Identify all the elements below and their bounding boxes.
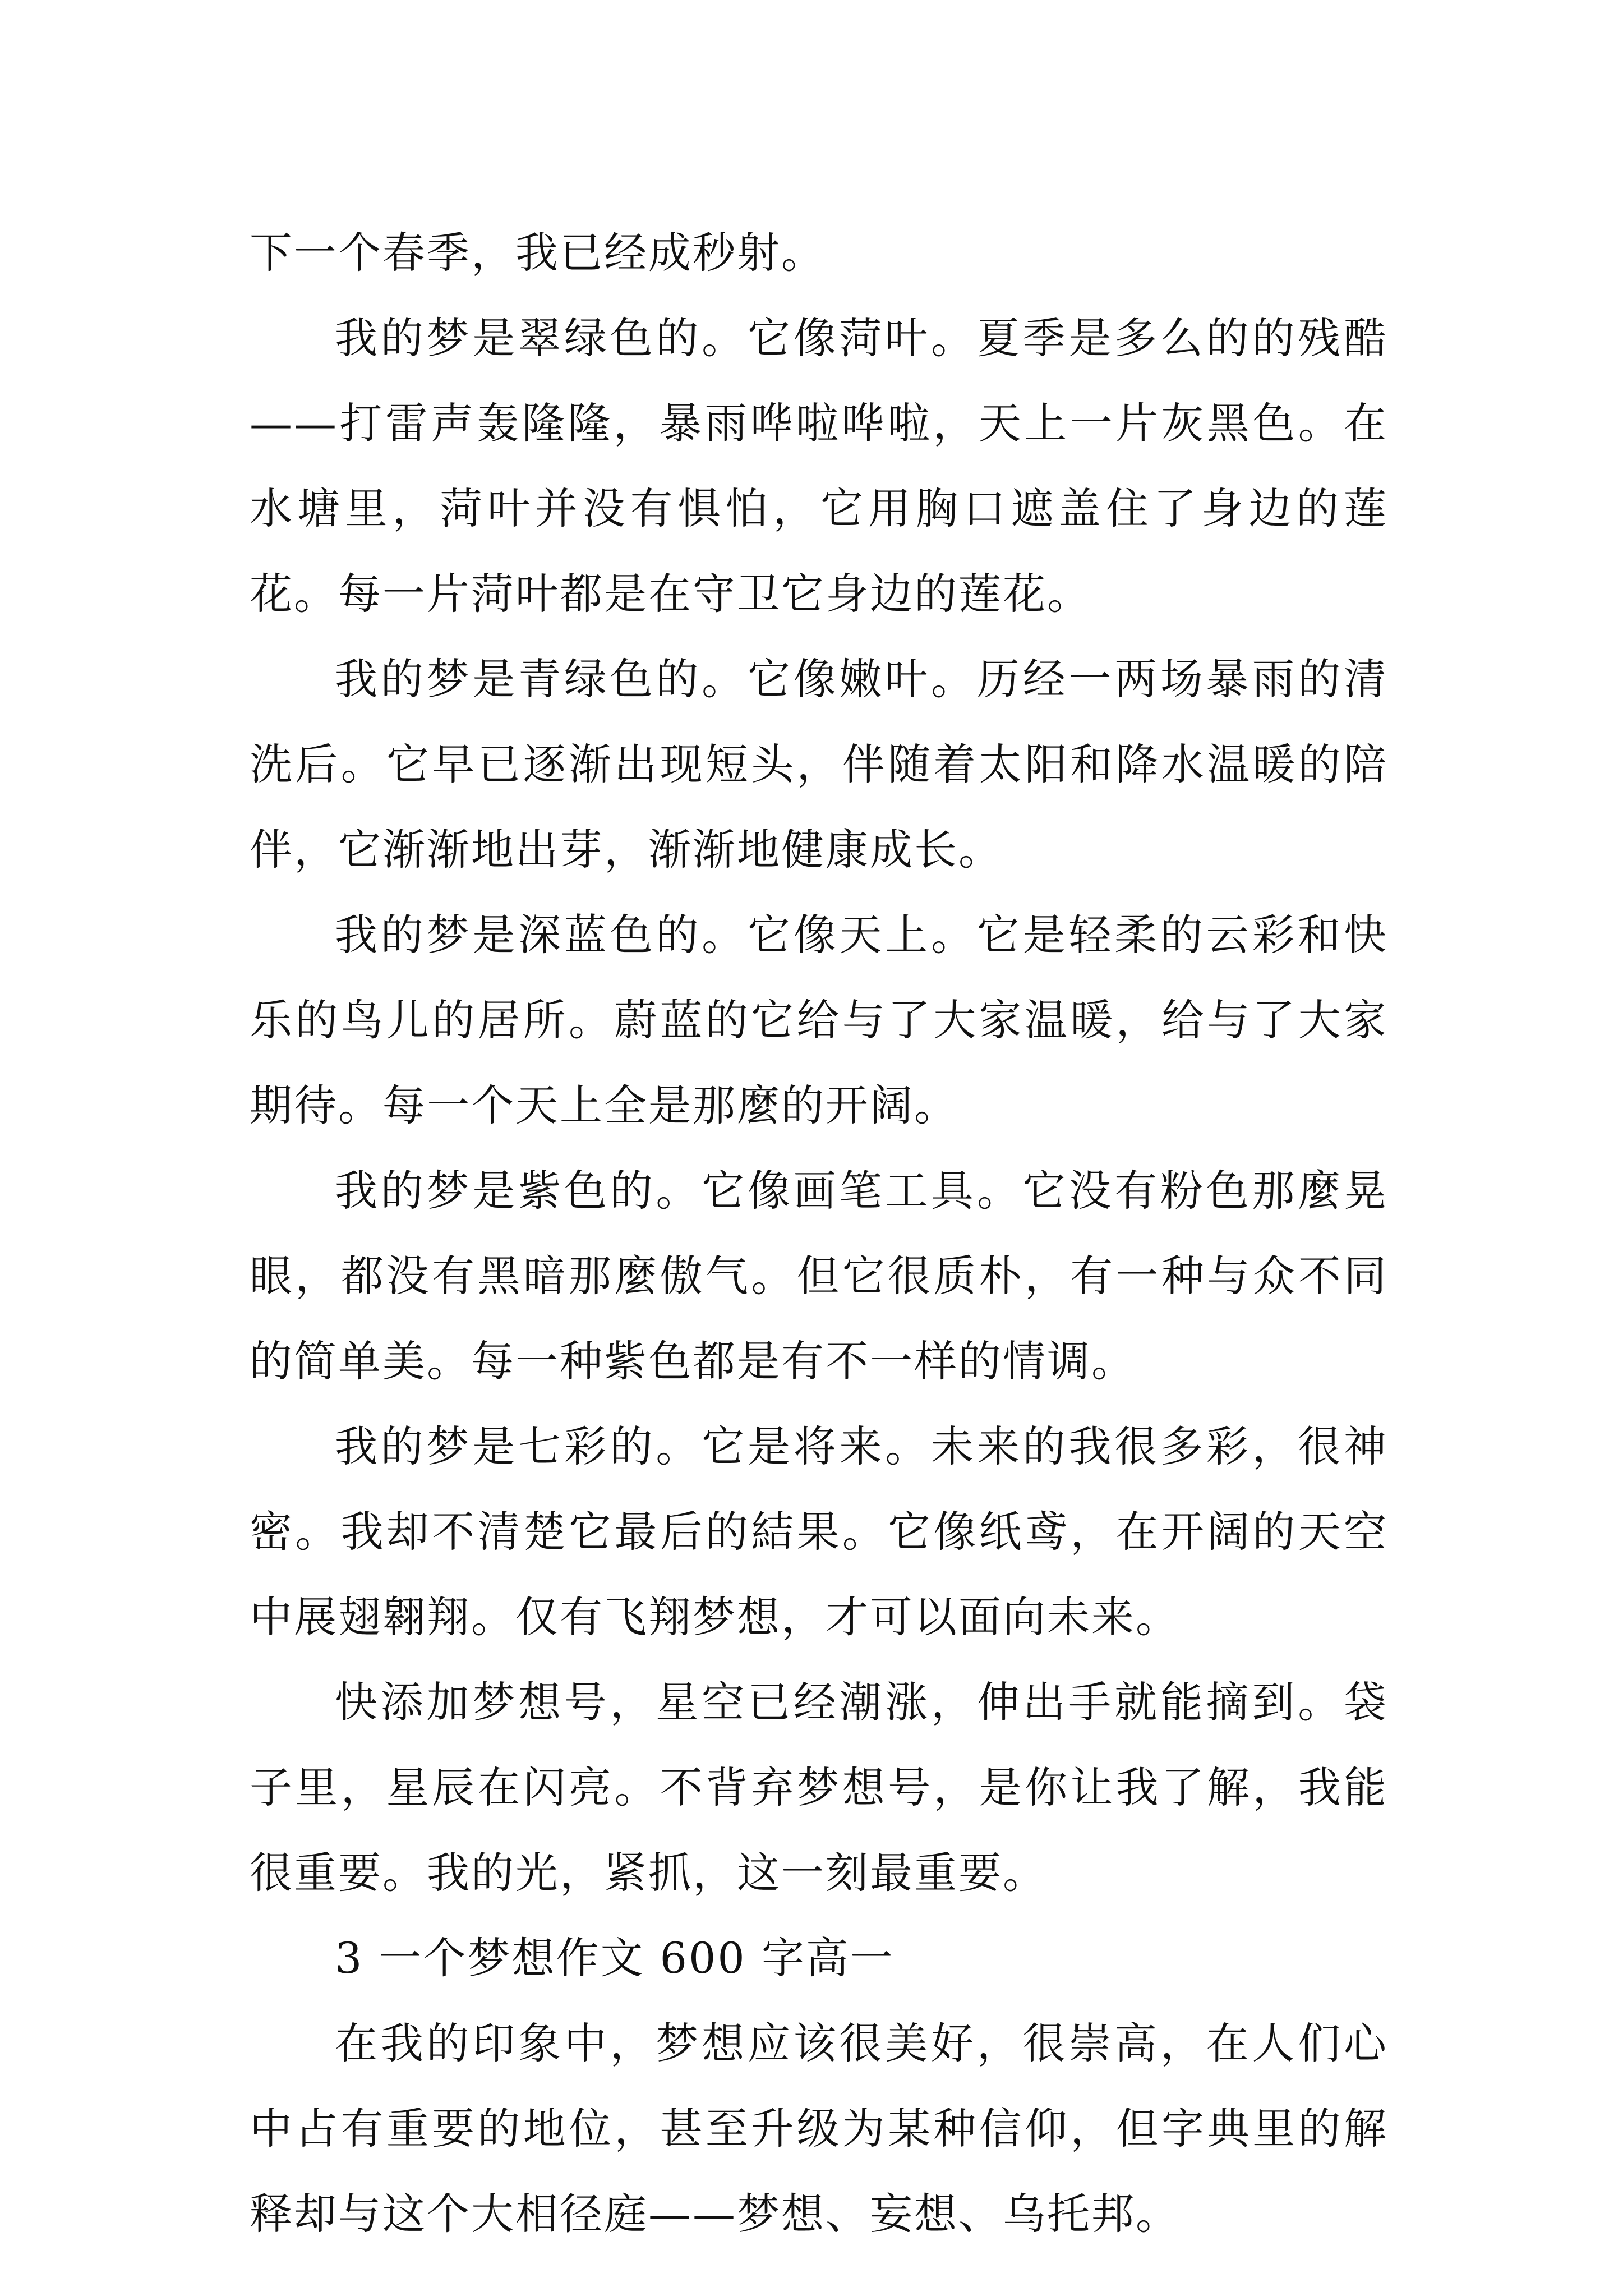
paragraph: 我的梦是深蓝色的。它像天上。它是轻柔的云彩和快乐的鸟儿的居所。蔚蓝的它给与了大家温暖，给与了大家期待。每一个天上全是那麼的开阔。 — [250, 910, 1388, 1130]
document-body — [250, 210, 1388, 2257]
paragraph: 在我的印象中，梦想应该很美好，很崇高，在人们心中占有重要的地位，甚至升级为某种信仰，但字典里的解释却与这个大相径庭——梦想、妄想、乌托邦。 — [250, 2018, 1388, 2239]
section-heading: 3 一个梦想作文 600 字高一 — [335, 1933, 895, 1983]
paragraph: 我的梦是七彩的。它是将来。未来的我很多彩，很神密。我却不清楚它最后的結果。它像纸鸢，在开阔的天空中展翅翱翔。仅有飞翔梦想，才可以面向未来。 — [250, 1421, 1388, 1642]
paragraph: 我的梦是青绿色的。它像嫩叶。历经一两场暴雨的清洗后。它早已逐渐出现短头，伴随着太阳和降水温暖的陪伴，它渐渐地出芽，渐渐地健康成长。 — [250, 654, 1388, 875]
paragraph: 我的梦是翠绿色的。它像菏叶。夏季是多么的的残酷——打雷声轰隆隆，暴雨哗啦哗啦，天上一片灰黑色。在水塘里，菏叶并没有惧怕，它用胸口遮盖住了身边的莲花。每一片菏叶都是在守卫它身边的莲花。 — [250, 313, 1388, 619]
paragraph: 快添加梦想号，星空已经潮涨，伸出手就能摘到。袋子里，星辰在闪亮。不背弃梦想号，是你让我了解，我能很重要。我的光，紧抓，这一刻最重要。 — [250, 1677, 1388, 1898]
paragraph: 下一个春季，我已经成秒射。 — [250, 228, 826, 278]
paragraph: 我的梦是紫色的。它像画笔工具。它没有粉色那麼晃眼，都没有黑暗那麼傲气。但它很质朴，有一种与众不同的简单美。每一种紫色都是有不一样的情调。 — [250, 1166, 1388, 1386]
